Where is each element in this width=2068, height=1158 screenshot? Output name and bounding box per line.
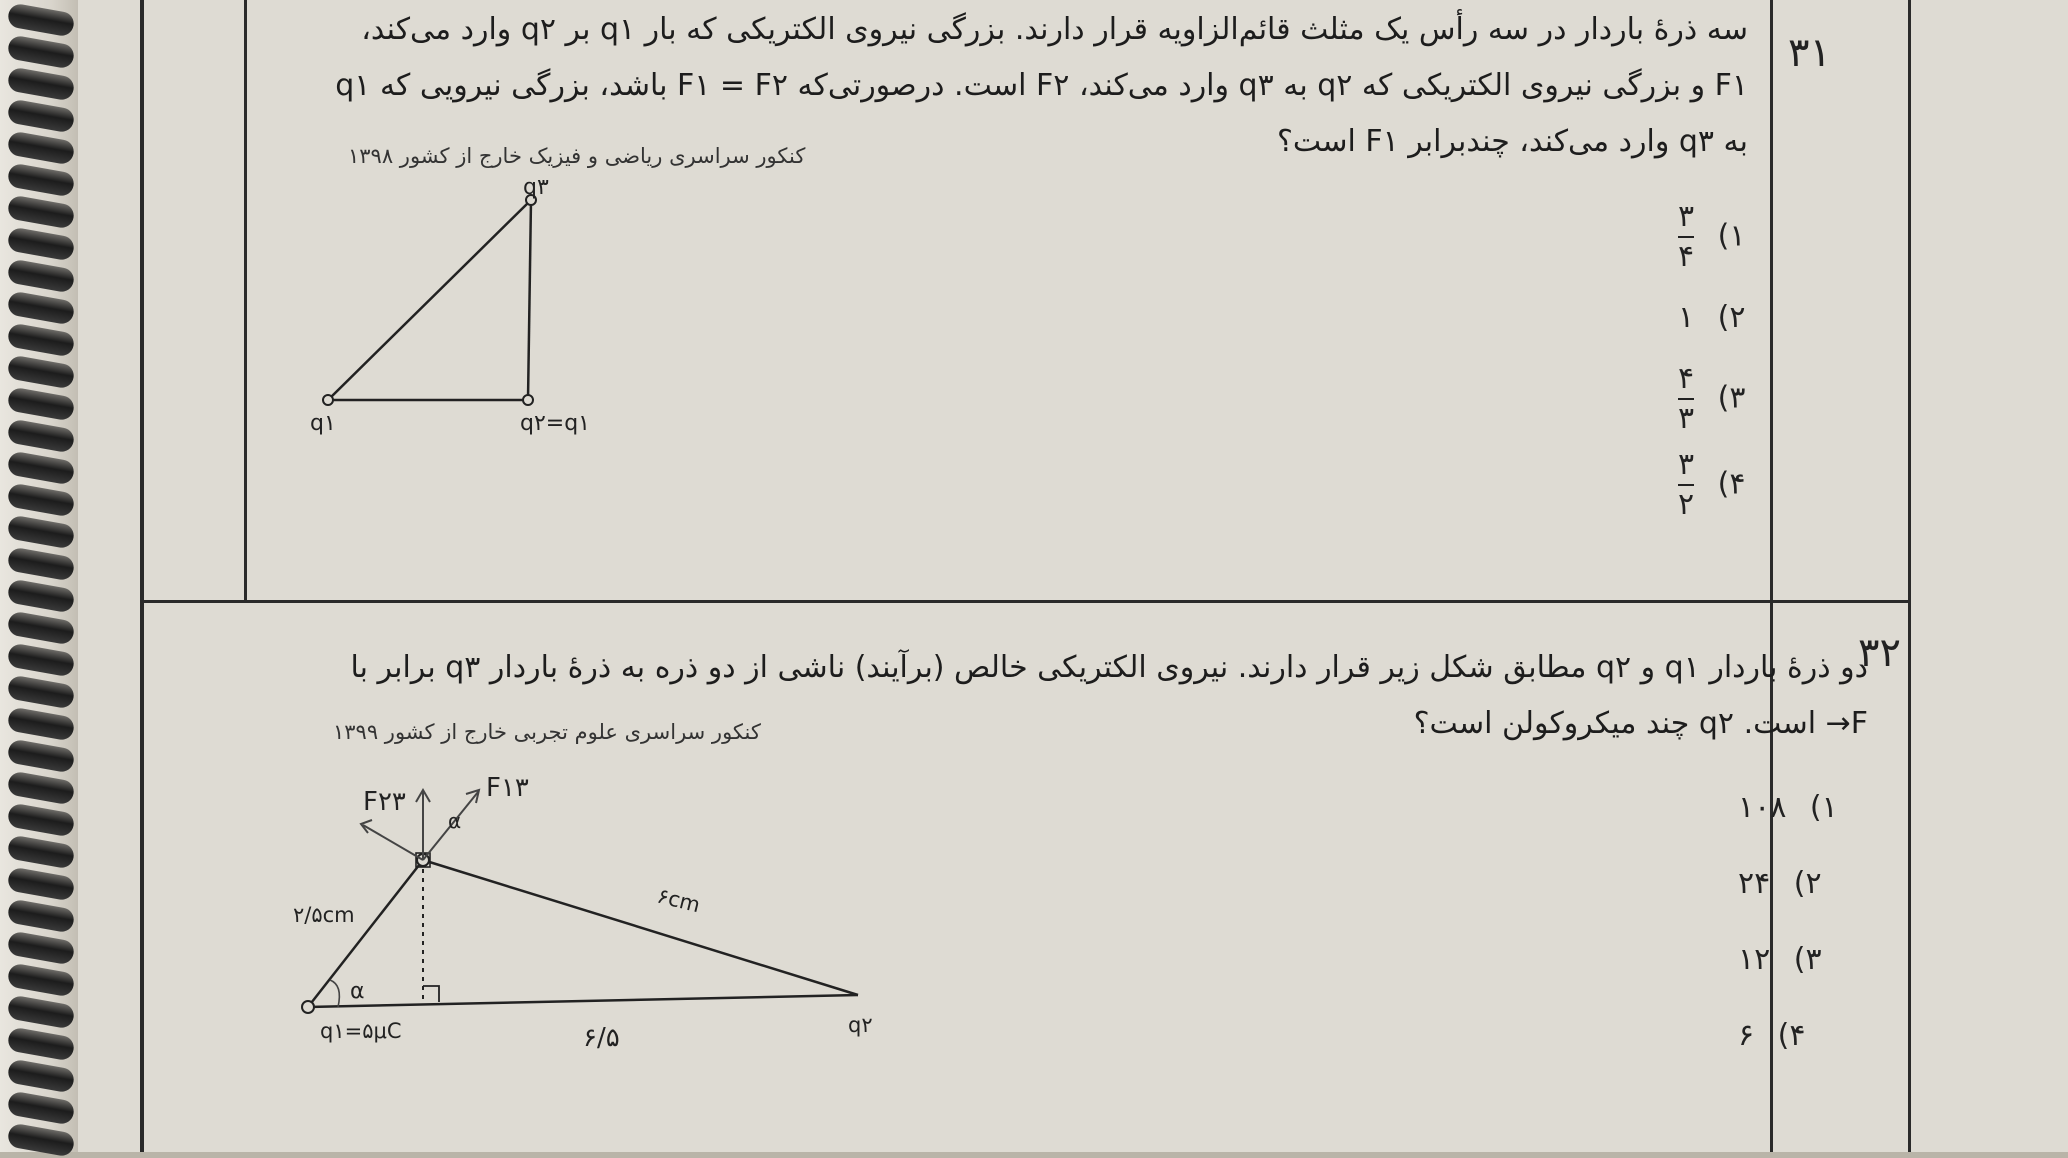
spiral-coil (6, 674, 75, 709)
spiral-coil (6, 866, 75, 901)
spiral-coil (6, 450, 75, 485)
numerator: ۳ (1678, 199, 1695, 234)
label-f13-handwritten: F۱۳ (486, 773, 529, 803)
choice-label: ۳) (1793, 942, 1822, 977)
spiral-coil (6, 1122, 75, 1157)
fraction (1678, 200, 1694, 274)
spiral-coil (6, 738, 75, 773)
label-left-length: ۲/۵cm (293, 903, 355, 927)
choice-value: ۱۰۸ (1738, 790, 1787, 825)
numerator: ۳ (1678, 447, 1695, 482)
spiral-coil (6, 386, 75, 421)
spiral-coil (6, 194, 75, 229)
right-side (423, 860, 858, 995)
spiral-coil (6, 418, 75, 453)
base-line (308, 995, 858, 1007)
fraction-bar (1678, 484, 1694, 486)
fraction-bar (1678, 398, 1694, 400)
q31-choice-2[interactable] (1678, 300, 1746, 335)
number-column-line (1770, 0, 1773, 1152)
question-31-source: کنکور سراسری ریاضی و فیزیک خارج از کشور ۱۳۹۸ (348, 144, 806, 168)
triangle-hypotenuse (328, 200, 531, 400)
spiral-coil (6, 514, 75, 549)
spiral-coil (6, 66, 75, 101)
choice-value: ۶ (1738, 1018, 1755, 1053)
question-32-text: دو ذرهٔ باردار q۱ و q۲ مطابق شکل زیر قرار دارند. نیروی الکتریکی خالص (برآیند) ناشی از دو ذره به ذرهٔ باردار q۳ برابر با F→ است. q۲ چند میکروکولن است؟ (350, 650, 1868, 741)
spiral-coil (6, 994, 75, 1029)
spiral-coil (6, 482, 75, 517)
spiral-coil (6, 642, 75, 677)
spiral-coil (6, 962, 75, 997)
choice-value: ۱۲ (1738, 942, 1771, 977)
q32-choice-4[interactable] (1738, 1018, 1806, 1053)
spiral-coil (6, 226, 75, 261)
fraction (1678, 362, 1694, 436)
label-q1: q۱ (310, 411, 336, 436)
q32-choice-3[interactable] (1738, 942, 1822, 977)
question-32-source: کنکور سراسری علوم تجربی خارج از کشور ۱۳۹۹ (333, 720, 761, 744)
spiral-coil (6, 706, 75, 741)
label-f23-handwritten: F۲۳ (363, 787, 406, 817)
spiral-coil (6, 34, 75, 69)
spiral-coil (6, 1058, 75, 1093)
exam-page (78, 0, 2068, 1152)
spiral-coil (6, 130, 75, 165)
label-q1-charge: q۱=۵μC (320, 1019, 402, 1043)
q31-choice-1[interactable] (1678, 200, 1746, 274)
spiral-coil (6, 546, 75, 581)
q31-triangle-figure (298, 175, 618, 460)
label-q3: q۳ (523, 175, 549, 200)
q32-choice-2[interactable] (1738, 866, 1822, 901)
question-32-number: ۳۲ (1858, 630, 1901, 676)
choice-label: ۴) (1777, 1018, 1806, 1053)
choice-value: ۱ (1678, 300, 1695, 335)
q31-choice-4[interactable] (1678, 448, 1746, 522)
choice-label: ۱) (1717, 218, 1746, 254)
fraction-bar (1678, 236, 1694, 238)
spiral-coil (6, 98, 75, 133)
denominator: ۳ (1678, 401, 1695, 436)
charge-q2-marker (523, 395, 533, 405)
label-hyp-length: ۶cm (654, 883, 703, 918)
q32-choice-1[interactable] (1738, 790, 1838, 825)
spiral-coil (6, 322, 75, 357)
spiral-coil (6, 2, 75, 37)
choice-value: ۲۴ (1738, 866, 1771, 901)
choice-label: ۳) (1717, 380, 1746, 416)
spiral-coil (6, 610, 75, 645)
spiral-coil (6, 770, 75, 805)
charge-q1-marker (323, 395, 333, 405)
margin-line-inner (244, 0, 247, 600)
denominator: ۴ (1678, 239, 1695, 274)
force-arrow-f23 (363, 825, 423, 860)
choice-label: ۴) (1717, 466, 1746, 502)
spiral-coil (6, 930, 75, 965)
spiral-coil (6, 834, 75, 869)
spiral-coil (6, 162, 75, 197)
notebook-spiral (0, 0, 85, 1152)
label-q2: q۲ (848, 1013, 873, 1037)
choice-label: ۲) (1793, 866, 1822, 901)
spiral-coil (6, 1090, 75, 1125)
margin-line-left (140, 0, 144, 1152)
charge-q1-marker (302, 1001, 314, 1013)
spiral-coil (6, 802, 75, 837)
denominator: ۲ (1678, 487, 1695, 522)
spiral-coil (6, 1026, 75, 1061)
label-base-handwritten: ۶/۵ (583, 1023, 620, 1053)
question-31-number: ۳۱ (1788, 30, 1831, 76)
right-angle-mark (423, 986, 439, 1002)
right-border-line (1908, 0, 1911, 1152)
spiral-coil (6, 354, 75, 389)
left-side (308, 860, 423, 1007)
q31-choice-3[interactable] (1678, 362, 1746, 436)
numerator: ۴ (1678, 361, 1695, 396)
label-q2: q۲=q۱ (520, 411, 590, 436)
question-separator (140, 600, 1910, 603)
fraction (1678, 448, 1694, 522)
label-alpha: α (350, 979, 365, 1004)
spiral-coil (6, 898, 75, 933)
question-31-text: سه ذرهٔ باردار در سه رأس یک مثلث قائم‌الزاویه قرار دارند. بزرگی نیروی الکتریکی که بار q۱ بر q۲ وارد می‌کند، F۱ و بزرگی نیروی الکتریکی که q۲ به q۳ وارد می‌کند، F۲ است. درصورتی‌که F۱ = F۲ باشد، بزرگی نیرویی که q۱ به q۳ وارد می‌کند، چندبرابر F۱ است؟ (335, 12, 1748, 159)
spiral-coil (6, 258, 75, 293)
triangle-vertical-side (528, 200, 531, 400)
angle-arc (330, 980, 339, 1007)
spiral-coil (6, 578, 75, 613)
choice-label: ۲) (1717, 300, 1746, 335)
q32-triangle-figure (268, 770, 873, 1070)
choice-label: ۱) (1809, 790, 1838, 825)
label-alpha-top: α (448, 809, 462, 833)
spiral-coil (6, 290, 75, 325)
